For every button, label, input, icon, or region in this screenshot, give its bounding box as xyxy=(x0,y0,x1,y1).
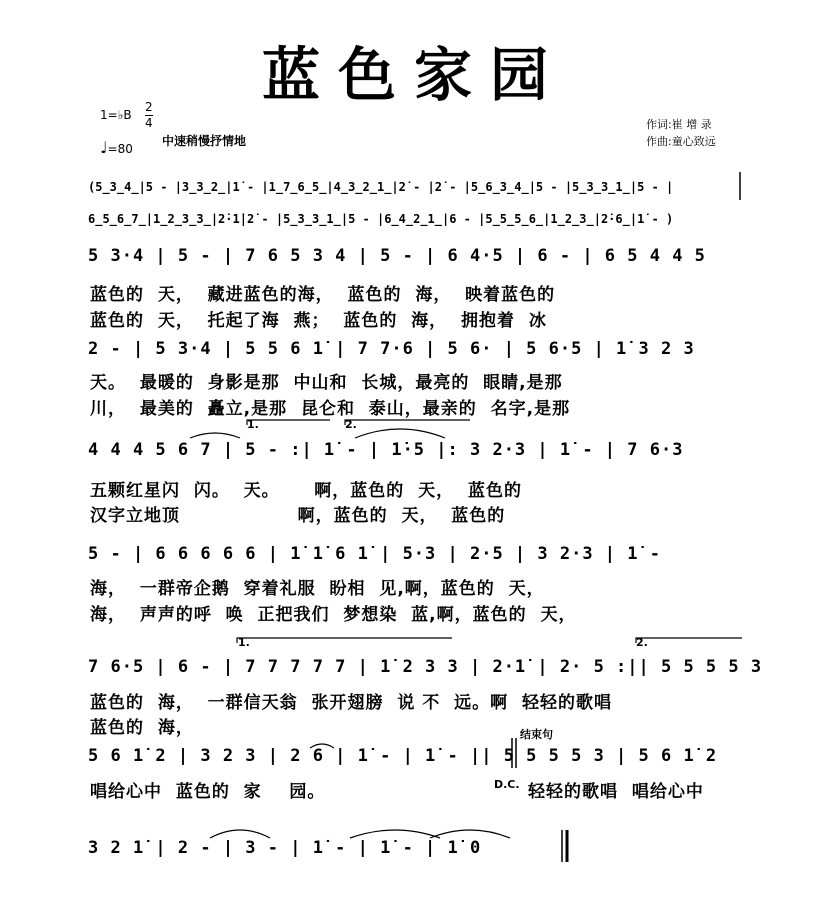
volta-1b-bracket xyxy=(237,638,452,643)
melody-line-7: 7 6·5 | 6 - | 7 7 7 7 7 | 1̇ 2 3 3 | 2·1̇ | 2· 5 :|| 5 5 5 5 3 xyxy=(88,657,763,677)
melody-line-5: 4 4 4 5 6 7 | 5 - :| 1̇ - | 1̇·5 |: 3 2·3 | 1̇ - | 7 6·3 xyxy=(88,440,684,460)
lyric-line-4a: 天。 最暖的 身影是那 中山和 长城，最亮的 眼睛,是那 xyxy=(90,373,563,393)
song-title: 蓝色家园 xyxy=(261,41,566,109)
volta-1-label: 1. xyxy=(247,418,259,431)
tempo-value: =80 xyxy=(107,142,133,156)
lyric-line-8b: 轻轻的歌唱 唱给心中 xyxy=(528,782,704,802)
lyricist: 作词:崔 增 录 xyxy=(646,118,712,131)
lyric-line-7b: 蓝色的 海， xyxy=(90,718,194,738)
volta-2-label: 2. xyxy=(345,418,357,431)
intro-line-1: (5̲3̲4̲|5 - |3̲3̲2̲|1̇ - |1̲7̲6̲5̲|4̲3̲2̲1̲|2̇ - |2̇ - |5̲6̲3̲4̲|5 - |5̲3̲3̲1̲|5 - | xyxy=(88,180,674,194)
expression-marking: 中速稍慢抒情地 xyxy=(162,134,247,148)
lyric-line-3a: 蓝色的 天， 藏进蓝色的海， 蓝色的 海， 映着蓝色的 xyxy=(90,285,556,305)
volta-2b-label: 2. xyxy=(636,636,648,649)
lyric-line-7a: 蓝色的 海， 一群信天翁 张开翅膀 说 不 远。啊 轻轻的歌唱 xyxy=(90,693,612,713)
lyric-line-5a: 五颗红星闪 闪。 天。 啊，蓝色的 天， 蓝色的 xyxy=(90,481,522,501)
volta-2b-bracket xyxy=(636,638,742,643)
slur-2 xyxy=(355,429,445,438)
slur-5 xyxy=(430,830,510,838)
melody-line-8: 5 6 1̇ 2 | 3 2 3 | 2 6 | 1̇ - | 1̇ - || 5 5 5 5 3 | 5 6 1̇ 2 xyxy=(88,746,718,766)
lyric-line-8a: 唱给心中 蓝色的 家 园。 xyxy=(90,782,326,802)
melody-line-4: 2 - | 5 3·4 | 5 5 6 1̇ | 7 7·6 | 5 6· | 5 6·5 | 1̇ 3 2 3 xyxy=(88,339,695,359)
slur-6 xyxy=(310,744,334,748)
dc-marking: D.C. xyxy=(494,778,520,791)
lyric-line-4b: 川， 最美的 矗立,是那 昆仑和 泰山，最亲的 名字,是那 xyxy=(90,399,571,419)
melody-line-9: 3 2 1̇ | 2 - | 3 - | 1̇ - | 1̇ - | 1̇ 0 xyxy=(88,838,482,858)
meter-top: 2 xyxy=(145,100,153,114)
lyric-line-3b: 蓝色的 天， 托起了海 燕； 蓝色的 海， 拥抱着 冰 xyxy=(90,311,547,331)
key-signature: 1=♭B xyxy=(100,108,132,122)
volta-2-bracket xyxy=(345,420,470,425)
quarter-note-icon: ♩ xyxy=(100,138,108,157)
lyric-line-5b: 汉字立地顶 啊，蓝色的 天， 蓝色的 xyxy=(90,506,506,526)
volta-1-bracket xyxy=(247,420,330,425)
melody-line-6: 5 - | 6 6 6 6 6 | 1̇ 1̇ 6 1̇ | 5·3 | 2·5 | 3 2·3 | 1̇ - xyxy=(88,544,661,564)
slur-4 xyxy=(350,830,440,838)
lyric-line-6a: 海， 一群帝企鹅 穿着礼服 盼相 见,啊，蓝色的 天， xyxy=(90,579,545,599)
slur-3 xyxy=(210,830,270,838)
volta-1b-label: 1. xyxy=(238,636,250,649)
meter-bottom: 4 xyxy=(145,116,153,130)
lyric-line-6b: 海， 声声的呼 唤 正把我们 梦想染 蓝,啊，蓝色的 天， xyxy=(90,605,577,625)
coda-label: 结束句 xyxy=(520,728,553,741)
composer: 作曲:童心致远 xyxy=(646,135,716,148)
intro-line-2: 6̲5̲6̲7̲|1̲2̲3̲3̲|2̇·1̇|2̇ - |5̲3̲3̲1̲|5 - |6̲4̲2̲1̲|6 - |5̲5̲5̲6̲|1̲2̲3̲|2̇·6̲|1̇ - ) xyxy=(88,212,674,226)
melody-line-3: 5 3·4 | 5 - | 7 6 5 3 4 | 5 - | 6 4·5 | 6 - | 6 5 4 4 5 xyxy=(88,246,706,266)
slur-1 xyxy=(190,433,240,438)
